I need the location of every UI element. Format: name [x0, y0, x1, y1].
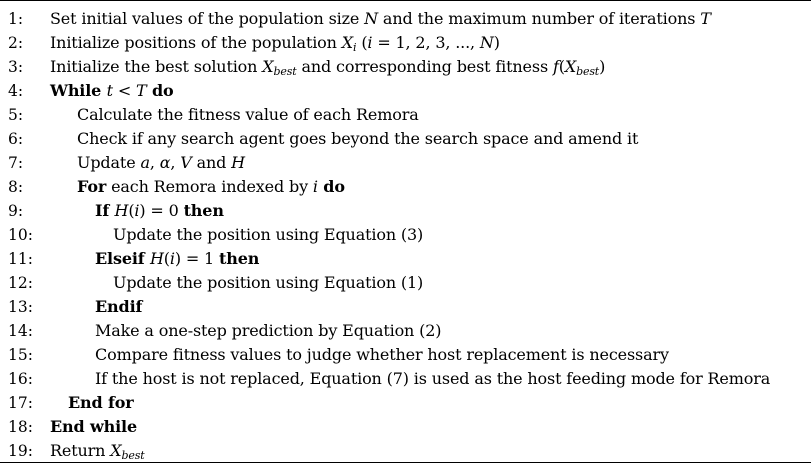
line-number: 15: [8, 346, 33, 364]
text-fragment: Initialize the best solution [50, 57, 263, 76]
algorithm-line [0, 391, 811, 415]
line-text [50, 55, 605, 79]
math-symbol: t [106, 81, 113, 100]
math-symbol: N [479, 33, 494, 52]
line-number: 9: [8, 202, 24, 220]
line-text [50, 7, 711, 31]
subscript: best [273, 65, 297, 78]
text-fragment: Return [50, 441, 111, 460]
line-text [50, 439, 145, 463]
line-number: 6: [8, 130, 24, 148]
algorithm-line [0, 415, 811, 439]
math-symbol: X [341, 33, 354, 52]
text-fragment: Check if any search agent goes beyond the search space and amend it [77, 129, 639, 148]
line-text [95, 199, 224, 223]
line-text [50, 31, 500, 55]
line-text [77, 151, 245, 175]
keyword: For [77, 177, 107, 196]
math-symbol: H [231, 153, 245, 172]
algorithm-line [0, 55, 811, 79]
line-text [113, 223, 423, 247]
algorithm-line [0, 79, 811, 103]
line-number: 8: [8, 178, 24, 196]
text-fragment: ( [163, 249, 170, 268]
line-number: 11: [8, 250, 33, 268]
keyword: Elseif [95, 249, 150, 268]
math-symbol: T [136, 81, 147, 100]
math-symbol: f [552, 57, 559, 76]
keyword: then [219, 249, 260, 268]
math-symbol: i [367, 33, 373, 52]
math-symbol: i [169, 249, 175, 268]
line-text [95, 295, 142, 319]
line-number: 2: [8, 34, 24, 52]
math-symbol: V [180, 153, 192, 172]
line-text [77, 127, 638, 151]
keyword: Endif [95, 297, 143, 316]
algorithm-line [0, 223, 811, 247]
algorithm-line [0, 343, 811, 367]
keyword: do [317, 177, 345, 196]
subscript: best [121, 449, 145, 462]
math-symbol: a [140, 153, 150, 172]
keyword: End for [68, 393, 134, 412]
keyword: then [183, 201, 224, 220]
text-fragment: ( [128, 201, 135, 220]
text-fragment: , [149, 153, 160, 172]
algorithm-line [0, 175, 811, 199]
text-fragment: Compare fitness values to judge whether host replacement is necessary [95, 345, 669, 364]
text-fragment: Update [77, 153, 141, 172]
text-fragment: each Remora indexed by [106, 177, 313, 196]
line-number: 16: [8, 370, 33, 388]
algorithm-line [0, 103, 811, 127]
algorithm-line [0, 151, 811, 175]
keyword: do [146, 81, 174, 100]
line-number: 5: [8, 106, 24, 124]
text-fragment: ( [356, 33, 368, 52]
line-text [68, 391, 134, 415]
text-fragment: and the maximum number of iterations [378, 9, 701, 28]
algorithm-line [0, 127, 811, 151]
algorithm-line [0, 7, 811, 31]
line-number: 10: [8, 226, 33, 244]
line-number: 19: [8, 442, 33, 460]
algorithm-line [0, 271, 811, 295]
keyword: While [50, 81, 107, 100]
algorithm-line [0, 319, 811, 343]
text-fragment: ) = 0 [139, 201, 184, 220]
text-fragment: Initialize positions of the population [50, 33, 342, 52]
math-symbol: X [262, 57, 274, 76]
text-fragment: Update the position using Equation (3) [113, 225, 424, 244]
line-number: 13: [8, 298, 33, 316]
text-fragment: Update the position using Equation (1) [113, 273, 424, 292]
text-fragment: Make a one-step prediction by Equation (2) [95, 321, 442, 340]
line-text [95, 247, 259, 271]
line-number: 7: [8, 154, 24, 172]
text-fragment: ) = 1 [174, 249, 220, 268]
line-number: 18: [8, 418, 33, 436]
math-symbol: i [134, 201, 140, 220]
text-fragment: Set initial values of the population size [50, 9, 365, 28]
text-fragment: and [191, 153, 232, 172]
subscript: i [353, 41, 357, 54]
math-symbol: X [110, 441, 122, 460]
line-text [77, 103, 419, 127]
algorithm-line [0, 295, 811, 319]
line-text [95, 343, 669, 367]
line-text [95, 319, 441, 343]
algorithm-line [0, 199, 811, 223]
line-number: 12: [8, 274, 33, 292]
line-number: 14: [8, 322, 33, 340]
algorithm-line [0, 439, 811, 463]
line-number: 17: [8, 394, 33, 412]
math-symbol: α [159, 153, 171, 172]
math-symbol: H [149, 249, 164, 268]
text-fragment: If the host is not replaced, Equation (7) is used as the host feeding mode for Remora [95, 369, 771, 388]
text-fragment: and corresponding best fitness [296, 57, 553, 76]
text-fragment: , [170, 153, 181, 172]
text-fragment: < [112, 81, 137, 100]
algorithm-line [0, 367, 811, 391]
line-number: 3: [8, 58, 24, 76]
math-symbol: X [564, 57, 577, 76]
text-fragment: ) [599, 57, 606, 76]
line-text [113, 271, 423, 295]
line-text [50, 79, 174, 103]
algorithm-line [0, 31, 811, 55]
text-fragment: ) [493, 33, 500, 52]
subscript: best [576, 65, 600, 78]
text-fragment: = 1, 2, 3, ..., [372, 33, 480, 52]
algorithm-line [0, 247, 811, 271]
math-symbol: H [114, 201, 129, 220]
line-text [50, 415, 137, 439]
keyword: End while [50, 417, 137, 436]
text-fragment: ( [558, 57, 565, 76]
line-text [77, 175, 345, 199]
keyword: If [95, 201, 115, 220]
line-text [95, 367, 770, 391]
text-fragment: Calculate the fitness value of each Remora [77, 105, 419, 124]
math-symbol: i [312, 177, 318, 196]
math-symbol: T [700, 9, 711, 28]
math-symbol: N [364, 9, 378, 28]
line-number: 1: [8, 10, 24, 28]
line-number: 4: [8, 82, 24, 100]
